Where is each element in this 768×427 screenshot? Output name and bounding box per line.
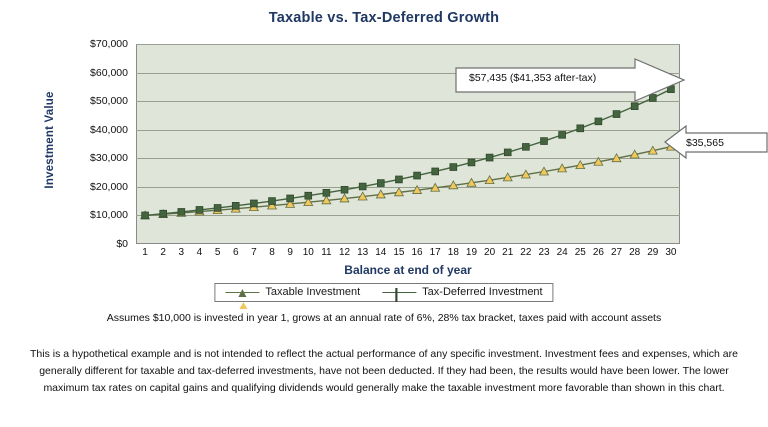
series-marker — [486, 154, 493, 161]
annotation-label-taxable: $35,565 — [686, 137, 724, 149]
x-axis-tick-label: 9 — [287, 247, 293, 258]
x-axis-tick-label: 12 — [338, 247, 351, 258]
x-axis-tick-label: 15 — [393, 247, 405, 258]
x-axis-tick-label: 8 — [269, 247, 275, 258]
x-axis-tick-label: 28 — [629, 247, 641, 258]
series-marker — [341, 186, 348, 193]
legend-label-tax-deferred: Tax-Deferred Investment — [422, 286, 543, 298]
x-axis-tick-label: 2 — [160, 247, 166, 258]
y-axis-tick-label: $30,000 — [90, 152, 128, 165]
series-marker — [250, 200, 257, 207]
y-axis-tick-label: $40,000 — [90, 123, 128, 136]
x-axis-tick-label: 20 — [484, 247, 496, 258]
series-marker — [178, 209, 185, 216]
disclaimer-note: This is a hypothetical example and is not intended to reflect the actual performance of any specific investment. Investment fees and expenses, which are generally different for taxable and tax-deferred investments, have not been deducted. If they had been, the results would have been lower. The lower maximum tax rates on capital gains and qualifying dividends would generally make the taxable investment more favorable than shown in this chart. — [30, 348, 738, 394]
series-marker — [631, 103, 638, 110]
x-axis-tick-label: 22 — [520, 247, 532, 258]
x-axis-tick-label: 23 — [538, 247, 550, 258]
series-marker — [468, 159, 475, 166]
x-axis-tick-label: 7 — [251, 247, 257, 258]
series-marker — [450, 164, 457, 171]
series-marker — [396, 176, 403, 183]
y-axis-tick-label: $20,000 — [90, 180, 128, 193]
x-axis-tick-labels — [136, 247, 680, 261]
legend-marker-taxable — [225, 287, 259, 297]
assumption-note: Assumes $10,000 is invested in year 1, grows at an annual rate of 6%, 28% tax bracket, taxes paid with account assets — [106, 312, 662, 324]
series-marker — [504, 149, 511, 156]
legend-item-taxable — [225, 286, 360, 298]
x-axis-tick-label: 6 — [232, 247, 239, 258]
y-axis-tick-label: $60,000 — [90, 66, 128, 79]
x-axis-tick-label: 29 — [647, 247, 659, 258]
y-axis-tick-label: $50,000 — [90, 95, 128, 108]
x-axis-tick-label: 4 — [196, 247, 203, 258]
x-axis-tick-label: 26 — [592, 247, 604, 258]
x-axis-tick-label: 17 — [429, 247, 441, 258]
y-axis-tick-label: $70,000 — [90, 38, 128, 50]
x-axis-tick-label: 27 — [610, 247, 623, 258]
legend-label-taxable: Taxable Investment — [265, 286, 361, 298]
x-axis-tick-label: 25 — [574, 247, 586, 258]
x-axis-tick-label: 14 — [375, 247, 387, 258]
series-marker — [196, 207, 203, 214]
x-axis-tick-label: 11 — [321, 247, 332, 258]
series-marker — [414, 172, 421, 179]
x-axis-tick-label: 16 — [411, 247, 423, 258]
series-marker — [305, 192, 312, 199]
x-axis-tick-label: 1 — [142, 247, 148, 258]
x-axis-tick-label: 19 — [465, 247, 478, 258]
series-marker — [577, 125, 584, 132]
series-marker — [522, 143, 529, 150]
series-marker — [269, 198, 276, 205]
x-axis-tick-label: 5 — [214, 247, 221, 258]
x-axis-tick-label: 3 — [178, 247, 185, 258]
series-line — [145, 147, 671, 216]
series-marker — [214, 205, 221, 212]
x-axis-tick-label: 10 — [302, 247, 314, 258]
y-axis-tick-labels — [60, 38, 132, 250]
series-marker — [541, 138, 548, 145]
x-axis-tick-label: 18 — [447, 247, 459, 258]
x-axis-tick-label: 30 — [665, 247, 677, 258]
legend-item-tax-deferred — [382, 286, 542, 298]
legend-marker-tax-deferred — [382, 287, 416, 297]
y-axis-tick-label: $10,000 — [90, 209, 128, 222]
x-axis-tick-label: 24 — [556, 247, 568, 258]
series-marker — [377, 180, 384, 187]
x-axis-tick-label: 13 — [357, 247, 369, 258]
y-axis-tick-label: $0 — [116, 238, 128, 250]
y-axis-title — [40, 44, 60, 244]
series-line — [145, 89, 671, 215]
annotation-label-tax-deferred: $57,435 ($41,353 after-tax) — [469, 72, 597, 84]
legend — [214, 283, 553, 302]
series-marker — [287, 195, 294, 202]
x-axis-tick-label: 21 — [502, 247, 514, 258]
series-marker — [232, 202, 239, 209]
series-marker — [595, 118, 602, 125]
series-marker — [613, 111, 620, 118]
series-marker — [559, 131, 566, 138]
series-marker — [432, 168, 439, 175]
y-axis-title-label: Investment Value — [44, 91, 56, 189]
x-axis-title: Balance at end of year — [344, 263, 472, 277]
series-marker — [359, 183, 366, 190]
series-marker — [160, 210, 167, 217]
series-marker — [323, 189, 330, 196]
series-marker — [142, 212, 149, 219]
chart-title: Taxable vs. Tax-Deferred Growth — [268, 10, 500, 26]
